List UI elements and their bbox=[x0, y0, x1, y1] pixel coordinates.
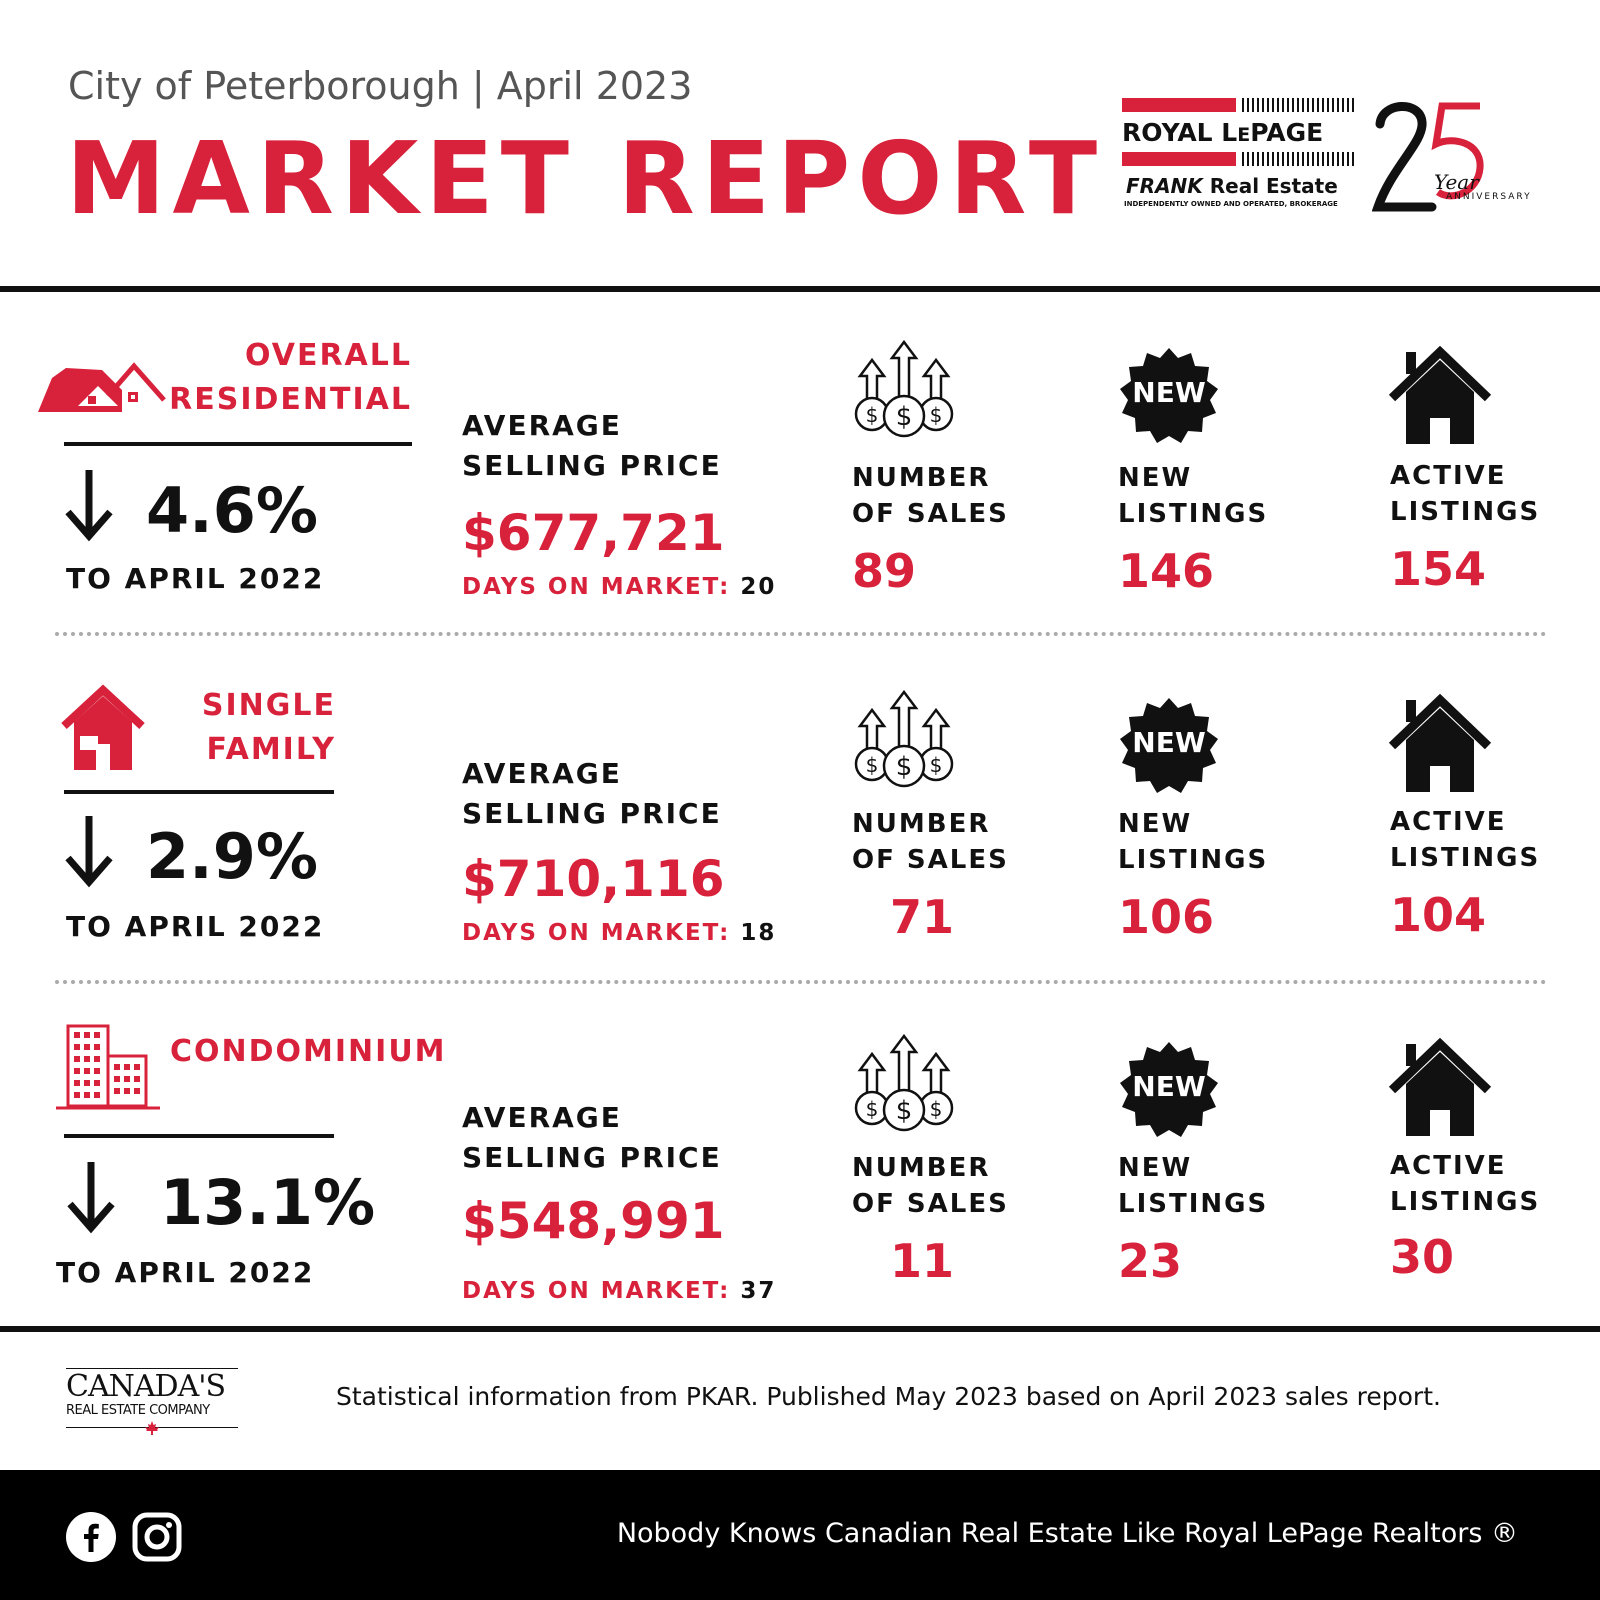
svg-text:$: $ bbox=[865, 403, 879, 427]
sales-label-line1: NUMBER bbox=[852, 1153, 991, 1183]
instagram-icon[interactable] bbox=[132, 1512, 182, 1562]
active-listings: 154 bbox=[1390, 542, 1487, 596]
svg-text:$: $ bbox=[895, 752, 913, 782]
new-badge-icon: NEW bbox=[1118, 696, 1220, 796]
category-underline bbox=[64, 442, 412, 446]
average-selling-price: $710,116 bbox=[462, 850, 725, 908]
footer-divider bbox=[0, 1326, 1600, 1332]
source-note: Statistical information from PKAR. Published May 2023 based on April 2023 sales report. bbox=[336, 1382, 1441, 1411]
avg-price-label-line1: AVERAGE bbox=[462, 409, 622, 442]
comparison-label: TO APRIL 2022 bbox=[66, 562, 325, 595]
active-listings: 30 bbox=[1390, 1230, 1455, 1284]
comparison-label: TO APRIL 2022 bbox=[56, 1256, 315, 1289]
avg-price-label-line2: SELLING PRICE bbox=[462, 1141, 722, 1174]
new-listings-label-line1: NEW bbox=[1118, 809, 1193, 839]
svg-text:$: $ bbox=[929, 403, 943, 427]
days-on-market-value: 37 bbox=[740, 1278, 777, 1304]
active-listings-label-line2: LISTINGS bbox=[1390, 1187, 1541, 1217]
house-icon bbox=[1388, 694, 1492, 794]
active-listings-label-line1: ACTIVE bbox=[1390, 807, 1507, 837]
number-of-sales: 71 bbox=[890, 890, 955, 944]
number-of-sales: 11 bbox=[890, 1234, 955, 1288]
footer-tagline: Nobody Knows Canadian Real Estate Like Royal LePage Realtors ® bbox=[616, 1518, 1518, 1549]
house-icon bbox=[1388, 1038, 1492, 1138]
active-listings: 104 bbox=[1390, 888, 1487, 942]
house-icon bbox=[1388, 346, 1492, 446]
svg-text:$: $ bbox=[865, 1097, 879, 1121]
money-growth-icon bbox=[852, 1034, 956, 1134]
new-listings: 106 bbox=[1118, 890, 1215, 944]
category-label-line1: CONDOMINIUM bbox=[170, 1034, 447, 1069]
sales-label-line1: NUMBER bbox=[852, 809, 991, 839]
money-growth-icon bbox=[852, 340, 956, 440]
new-listings-label-line1: NEW bbox=[1118, 1153, 1193, 1183]
arrow-down-icon bbox=[66, 1160, 116, 1234]
percent-change: 13.1% bbox=[160, 1166, 376, 1239]
avg-price-label-line2: SELLING PRICE bbox=[462, 449, 722, 482]
new-listings: 23 bbox=[1118, 1234, 1183, 1288]
arrow-down-icon bbox=[64, 814, 114, 888]
average-selling-price: $548,991 bbox=[462, 1192, 725, 1250]
avg-price-label-line1: AVERAGE bbox=[462, 1101, 622, 1134]
days-on-market: DAYS ON MARKET: 37 bbox=[462, 1278, 777, 1304]
days-on-market: DAYS ON MARKET: 18 bbox=[462, 920, 777, 946]
new-listings-label-line2: LISTINGS bbox=[1118, 1189, 1269, 1219]
category-underline bbox=[64, 1134, 334, 1138]
average-selling-price: $677,721 bbox=[462, 504, 725, 562]
avg-price-label-line2: SELLING PRICE bbox=[462, 797, 722, 830]
sales-label-line2: OF SALES bbox=[852, 499, 1009, 529]
active-listings-label-line1: ACTIVE bbox=[1390, 1151, 1507, 1181]
anniversary-logo: Year ANNIVERSARY bbox=[1372, 92, 1552, 212]
category-label-line2: FAMILY bbox=[206, 732, 336, 767]
money-growth-icon bbox=[852, 690, 956, 790]
house-roofs-icon bbox=[38, 360, 168, 412]
new-listings-label-line1: NEW bbox=[1118, 463, 1193, 493]
days-on-market-value: 20 bbox=[740, 574, 777, 600]
new-badge-icon: NEW bbox=[1118, 346, 1220, 446]
header-divider bbox=[0, 286, 1600, 292]
category-label-line1: SINGLE bbox=[201, 688, 336, 723]
new-listings-label-line2: LISTINGS bbox=[1118, 499, 1269, 529]
facebook-icon[interactable] bbox=[66, 1512, 116, 1562]
active-listings-label-line1: ACTIVE bbox=[1390, 461, 1507, 491]
report-subtitle: City of Peterborough | April 2023 bbox=[68, 64, 693, 108]
comparison-label: TO APRIL 2022 bbox=[66, 910, 325, 943]
active-listings-label-line2: LISTINGS bbox=[1390, 843, 1541, 873]
category-label-line2: RESIDENTIAL bbox=[169, 382, 412, 417]
number-of-sales: 89 bbox=[852, 544, 917, 598]
new-listings: 146 bbox=[1118, 544, 1215, 598]
section-divider bbox=[55, 980, 1547, 984]
percent-change: 2.9% bbox=[146, 820, 318, 893]
maple-leaf-icon bbox=[144, 1421, 160, 1435]
percent-change: 4.6% bbox=[146, 474, 318, 547]
arrow-down-icon bbox=[64, 468, 114, 542]
days-on-market-value: 18 bbox=[740, 920, 777, 946]
section-divider bbox=[55, 632, 1547, 636]
single-house-icon bbox=[60, 684, 146, 770]
svg-text:$: $ bbox=[895, 1096, 913, 1126]
condo-building-icon bbox=[56, 1022, 160, 1112]
sales-label-line2: OF SALES bbox=[852, 845, 1009, 875]
sales-label-line1: NUMBER bbox=[852, 463, 991, 493]
royal-lepage-logo: ROYAL LEPAGE FRANK Real Estate INDEPENDENTLY OWNED AND OPERATED, BROKERAGE bbox=[1122, 98, 1357, 210]
category-underline bbox=[64, 790, 334, 794]
svg-text:$: $ bbox=[929, 1097, 943, 1121]
svg-text:$: $ bbox=[865, 753, 879, 777]
new-listings-label-line2: LISTINGS bbox=[1118, 845, 1269, 875]
canadas-real-estate-logo: CANADA'S REAL ESTATE COMPANY bbox=[66, 1368, 238, 1433]
svg-text:$: $ bbox=[929, 753, 943, 777]
page-title: MARKET REPORT bbox=[66, 120, 1105, 237]
avg-price-label-line1: AVERAGE bbox=[462, 757, 622, 790]
new-badge-icon: NEW bbox=[1118, 1040, 1220, 1140]
category-label-line1: OVERALL bbox=[245, 338, 412, 373]
svg-text:$: $ bbox=[895, 402, 913, 432]
days-on-market: DAYS ON MARKET: 20 bbox=[462, 574, 777, 600]
sales-label-line2: OF SALES bbox=[852, 1189, 1009, 1219]
active-listings-label-line2: LISTINGS bbox=[1390, 497, 1541, 527]
